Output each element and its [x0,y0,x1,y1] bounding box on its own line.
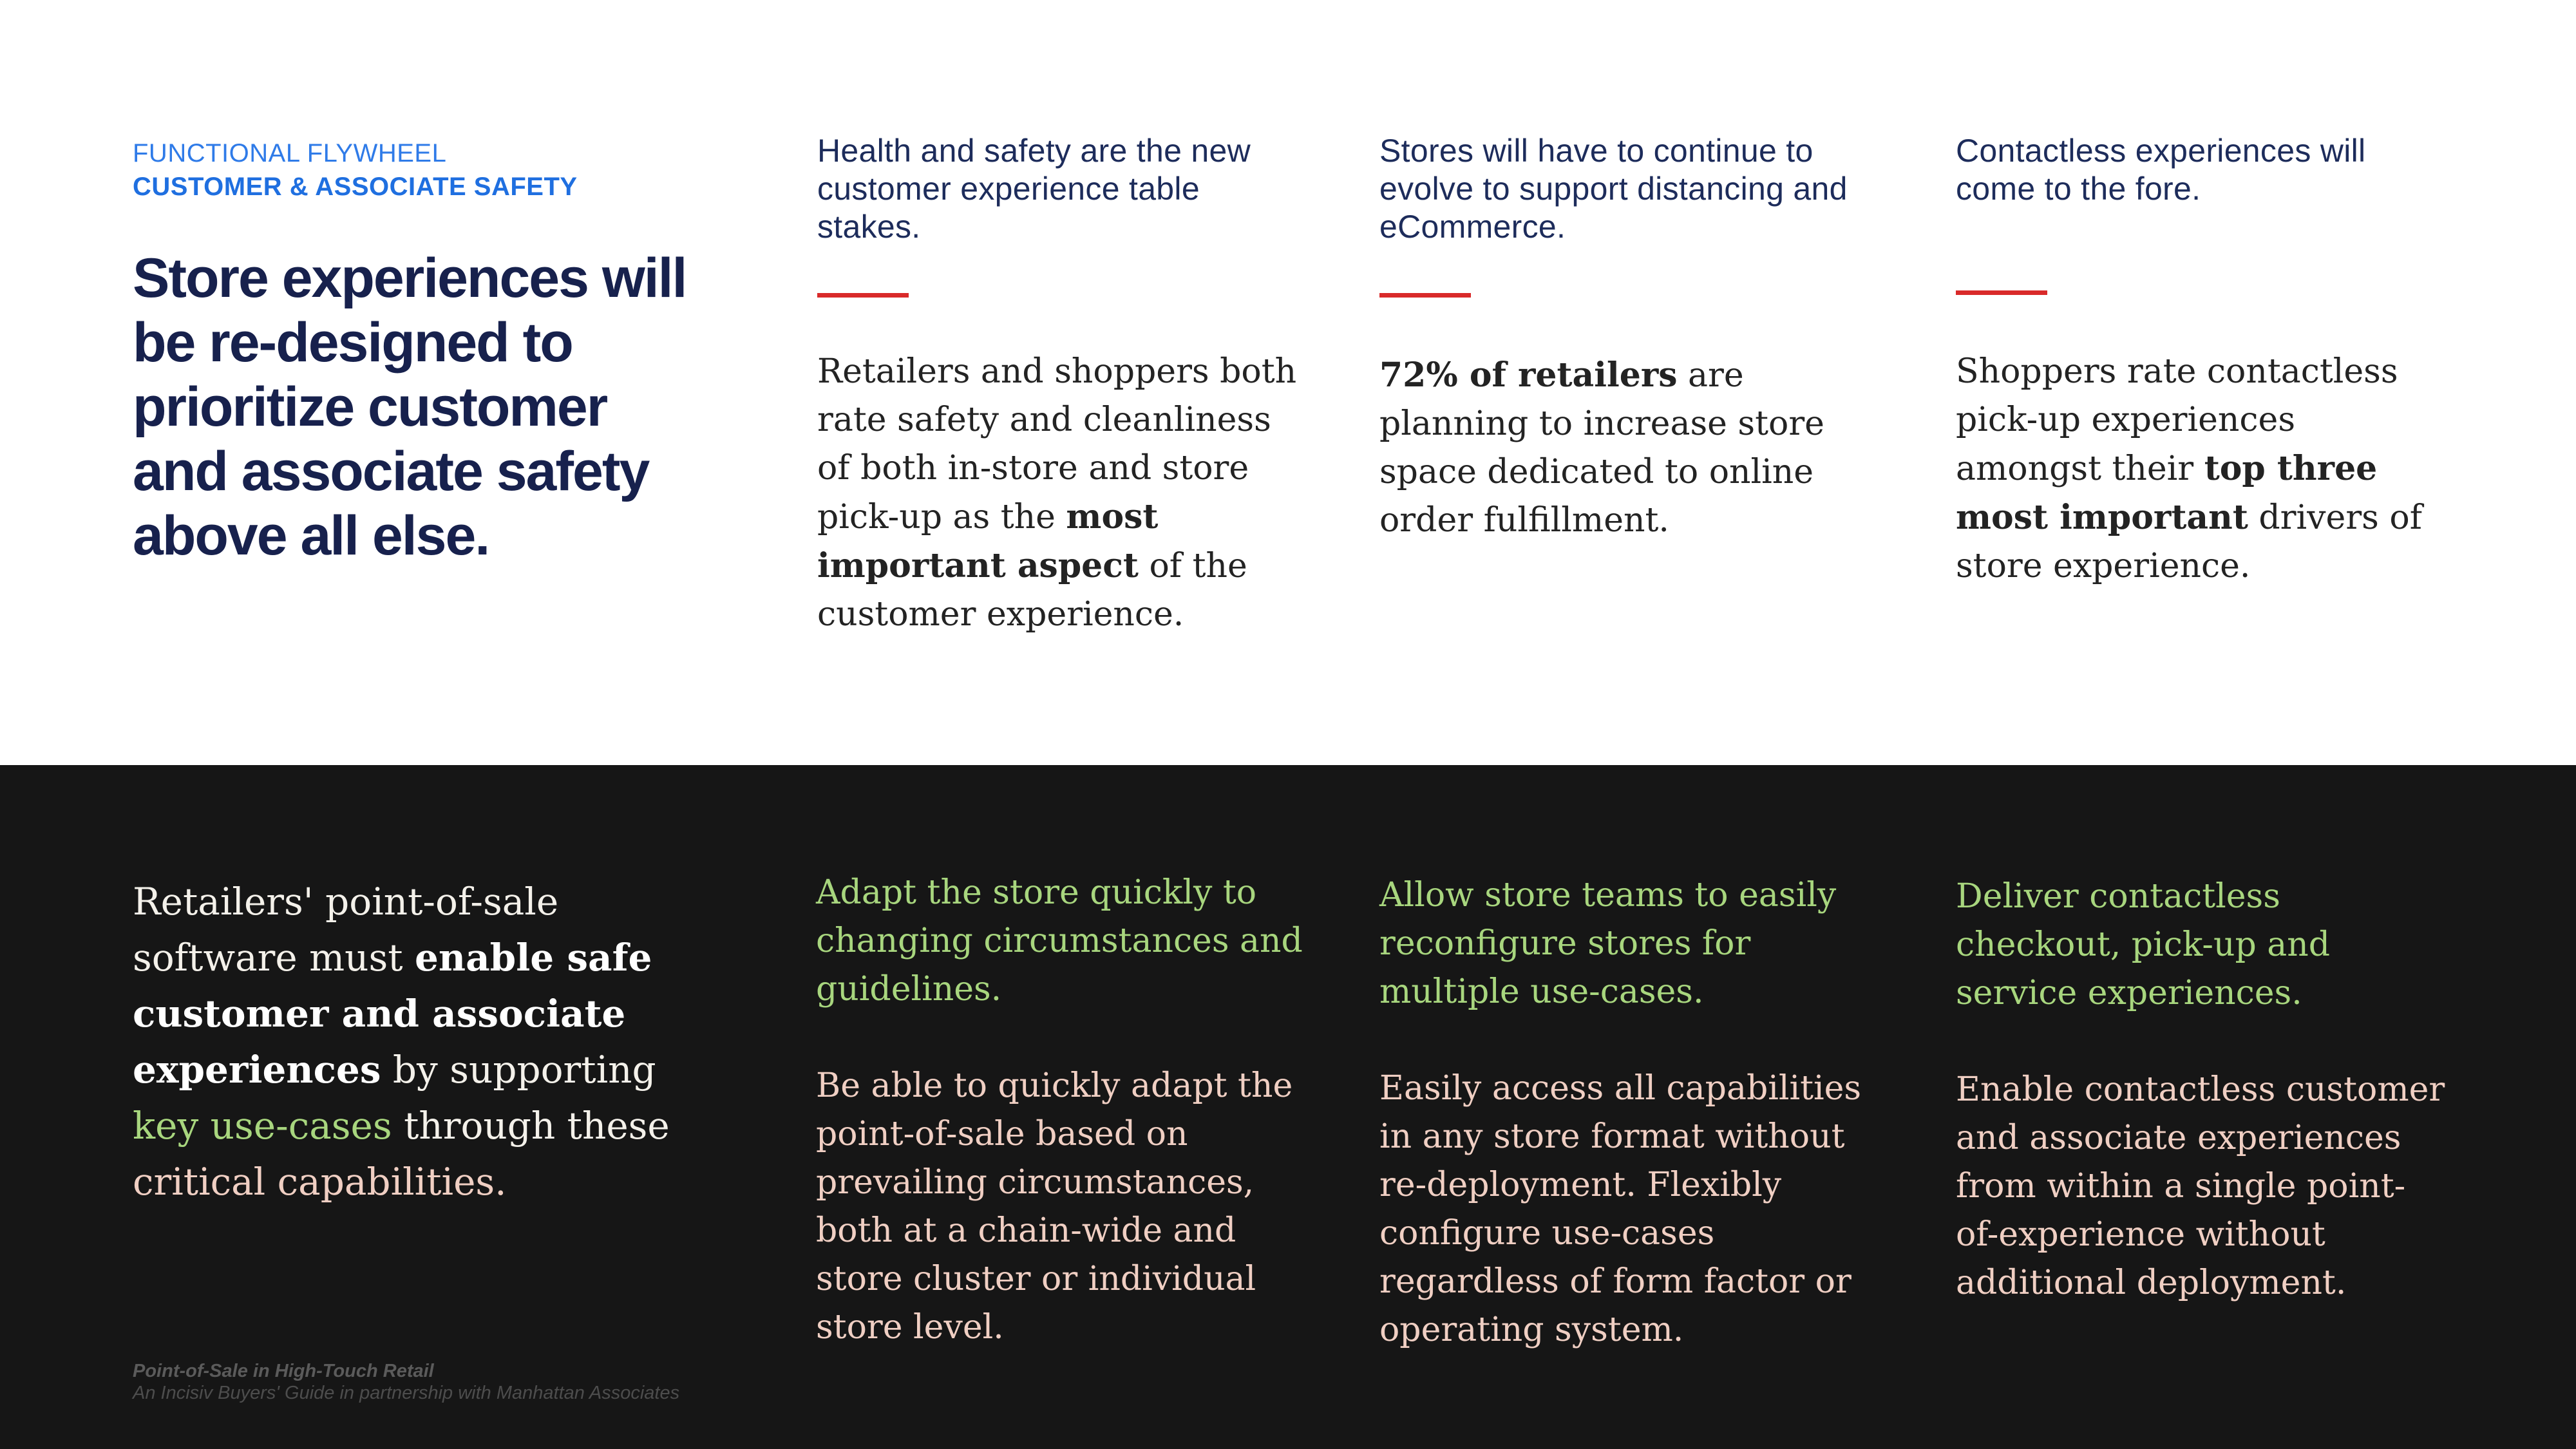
capability-column-adapt [816,869,1305,1352]
bottom-section [0,765,2576,1449]
column-body [1379,351,1869,545]
body-text: Shoppers rate contactless pick-up experiences amongst their [1956,352,2398,488]
body-text: Retailers and shoppers both rate safety and cleanliness of both in-store and store pick-up as the [817,352,1297,536]
body-emphasis: 72% of retailers [1379,355,1678,395]
capability-text: Be able to quickly adapt the point-of-sale based on prevailing circumstances, both at a chain-wide and store cluster or individual store level. [816,1066,1293,1347]
intro-emphasis: enable safe customer and associate experiences [133,936,652,1092]
page-headline: Store experiences will be re-designed to prioritize customer and associate safety above all else. [133,247,687,567]
intro-text: through these [392,1104,670,1148]
column-lead: Stores will have to continue to evolve to support distancing and eCommerce. [1379,133,1848,245]
kicker [133,137,578,204]
body-text: of the customer experience. [817,547,1247,634]
capability-column-contactless [1956,873,2445,1307]
top-column-health [817,132,1307,634]
body-text: drivers of store experience. [1956,498,2422,585]
column-lead: Health and safety are the new customer experience table stakes. [817,133,1251,245]
red-divider [817,293,909,298]
capability-heading: Allow store teams to easily reconfigure stores for multiple use-cases. [1379,876,1837,1011]
footer-title: Point-of-Sale in High-Touch Retail [133,1361,434,1381]
column-body [817,348,1307,639]
red-divider [1956,290,2047,295]
capability-heading: Deliver contactless checkout, pick-up and service experiences. [1956,877,2331,1012]
footer [133,1360,905,1404]
capability-text: Easily access all capabilities in any store format without re-deployment. Flexibly configure use-cases regardless of form factor or operating system. [1379,1069,1862,1349]
top-column-contactless [1956,132,2445,585]
capability-text: Enable contactless customer and associate experiences from within a single point-of-experience without additional deployment. [1956,1070,2445,1302]
footer-subtitle: An Incisiv Buyers' Guide in partnership with Manhattan Associates [133,1383,680,1403]
column-body [1956,348,2445,591]
capability-heading: Adapt the store quickly to changing circumstances and guidelines. [816,873,1303,1009]
intro-paragraph [133,874,674,1210]
body-emphasis: most important aspect [817,497,1159,585]
body-text: are planning to increase store space dedicated to online order fulfillment. [1379,356,1824,540]
red-divider [1379,293,1471,298]
capability-column-reconfigure [1379,871,1869,1354]
column-lead: Contactless experiences will come to the fore. [1956,133,2366,207]
intro-text: Retailers' point-of-sale software must [133,880,559,980]
subkicker-label: CUSTOMER & ASSOCIATE SAFETY [133,173,578,201]
intro-key-use-cases: key use-cases [133,1104,392,1148]
intro-critical-capabilities: critical capabilities. [133,1160,507,1204]
intro-text: by supporting [381,1048,656,1092]
top-column-stores [1379,132,1869,540]
kicker-label: FUNCTIONAL FLYWHEEL [133,139,447,167]
body-emphasis: top three most important [1956,449,2378,537]
